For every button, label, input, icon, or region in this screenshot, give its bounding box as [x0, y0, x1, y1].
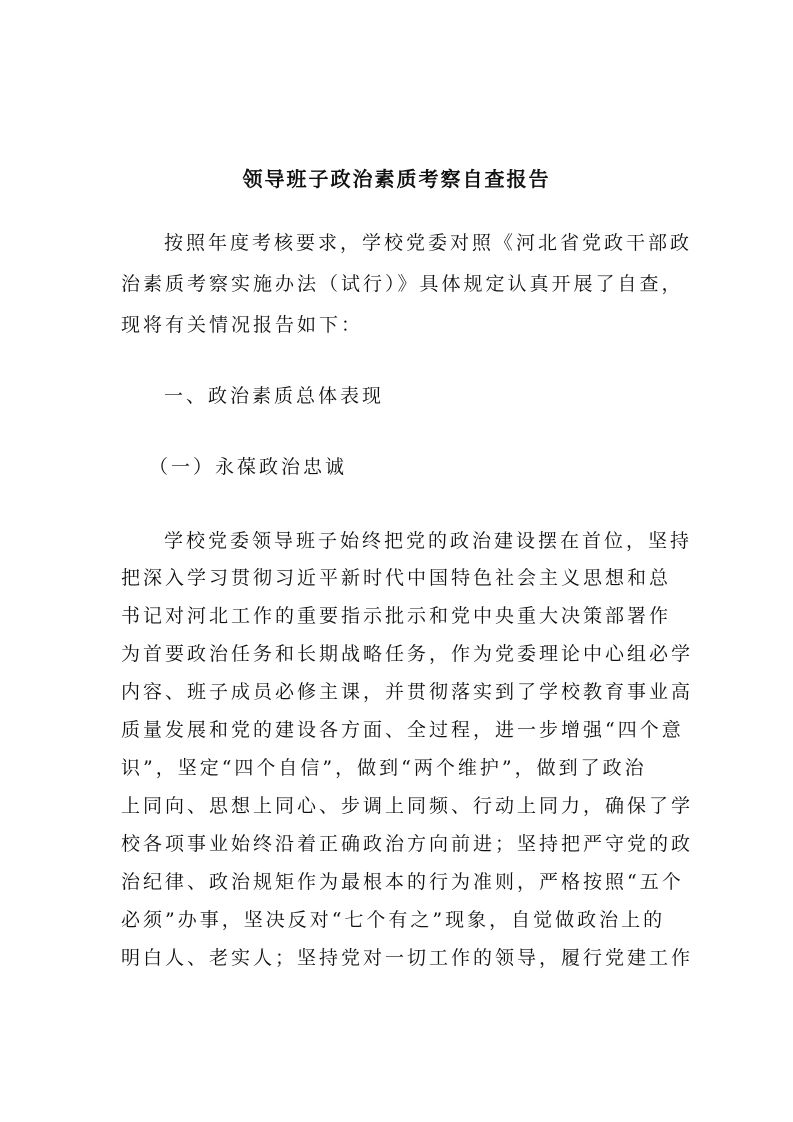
section-heading: 一、政治素质总体表现: [164, 385, 385, 407]
body-line-11: 必须”办事，坚决反对“七个有之”现象，自觉做政治上的: [121, 909, 666, 931]
subsection-heading: （一）永葆政治忠诚: [149, 456, 348, 478]
body-line-9: 校各项事业始终沿着正确政治方向前进；坚持把严守党的政: [121, 833, 694, 855]
body-line-4: 为首要政治任务和长期战略任务，作为党委理论中心组必学: [121, 643, 694, 665]
body-line-12: 明白人、老实人；坚持党对一切工作的领导，履行党建工作: [121, 947, 694, 969]
body-line-6: 质量发展和党的建设各方面、全过程，进一步增强“四个意: [121, 719, 684, 741]
body-line-8: 上同向、思想上同心、步调上同频、行动上同力，确保了学: [121, 795, 694, 817]
body-line-10: 治纪律、政治规矩作为最根本的行为准则，严格按照“五个: [121, 871, 684, 893]
intro-line-1: 按照年度考核要求，学校党委对照《河北省党政干部政: [164, 232, 693, 254]
body-line-1: 学校党委领导班子始终把党的政治建设摆在首位，坚持: [164, 530, 693, 552]
body-line-3: 书记对河北工作的重要指示批示和党中央重大决策部署作: [121, 605, 672, 627]
intro-line-2: 治素质考察实施办法（试行）》具体规定认真开展了自查，: [121, 273, 684, 295]
document-title: 领导班子政治素质考察自查报告: [242, 167, 551, 191]
body-line-7: 识”，坚定“四个自信”，做到“两个维护”，做到了政治: [121, 757, 647, 779]
body-line-5: 内容、班子成员必修主课，并贯彻落实到了学校教育事业高: [121, 681, 694, 703]
body-line-2: 把深入学习贯彻习近平新时代中国特色社会主义思想和总: [121, 567, 672, 589]
intro-line-3: 现将有关情况报告如下：: [121, 314, 364, 336]
